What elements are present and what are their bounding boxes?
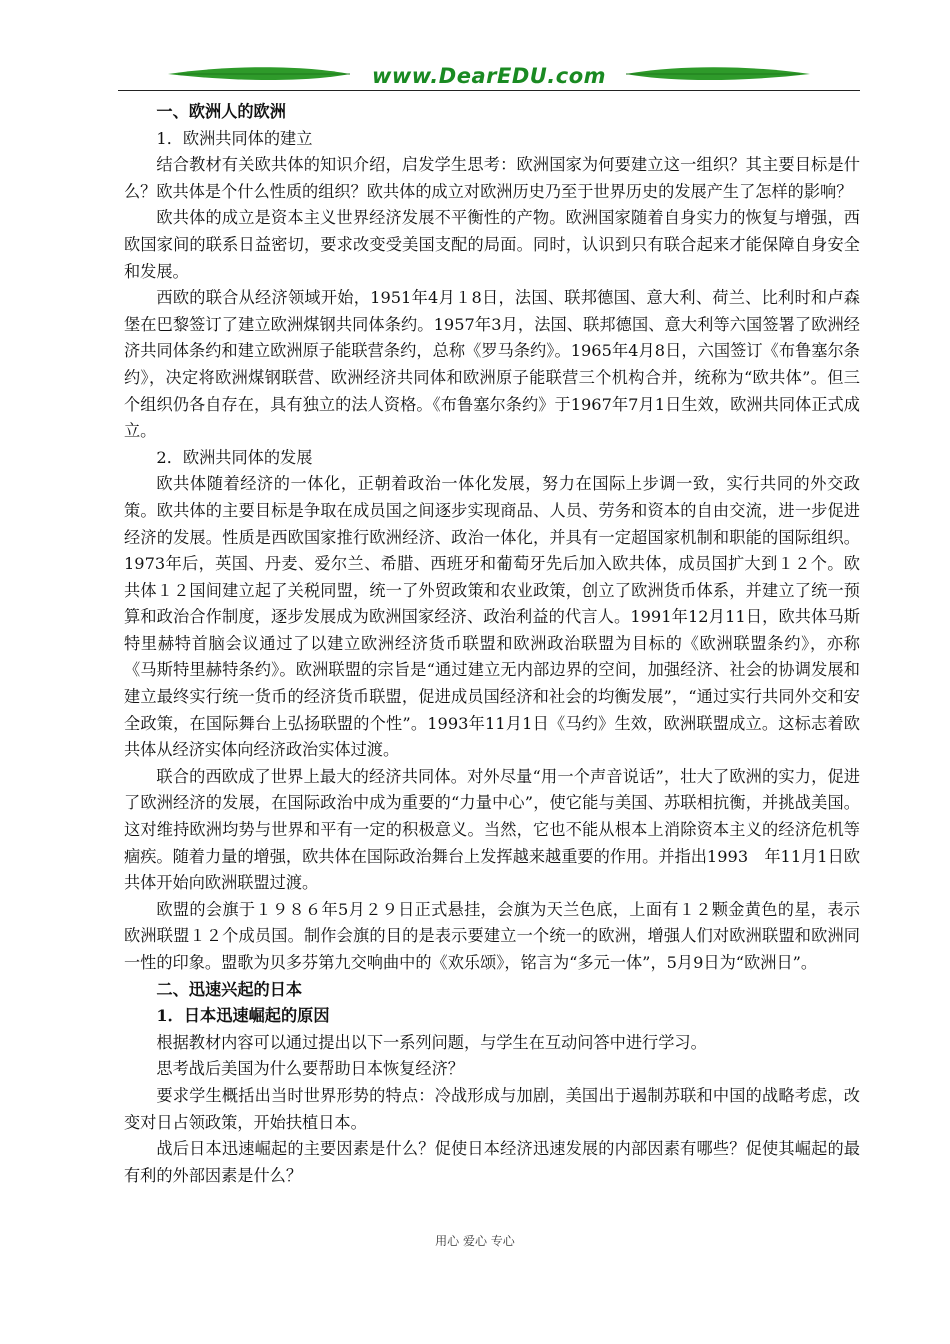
paragraph: 2．欧洲共同体的发展 xyxy=(156,447,313,467)
site-url: www.DearEDU.com xyxy=(371,64,607,88)
paragraph: 要求学生概括出当时世界形势的特点：冷战形成与加剧，美国出于遏制苏联和中国的战略考虑，改变对日占领政策，开始扶植日本。 xyxy=(124,1085,860,1132)
header-rule xyxy=(118,90,860,91)
paragraph: 战后日本迅速崛起的主要因素是什么？促使日本经济迅速发展的内部因素有哪些？促使其崛起的最有利的外部因素是什么？ xyxy=(124,1139,860,1185)
section-heading: 一、欧洲人的欧洲 xyxy=(156,102,286,121)
paragraph: 欧共体随着经济的一体化，正朝着政治一体化发展，努力在国际上步调一致，实行共同的外交政策。欧共体的主要目标是争取在成员国之间逐步实现商品、人员、劳务和资本的自由交流，进一步促进经济的发展。性质是西欧国家推行欧洲经济、政治一体化，并具有一定超国家机制和职能的国际组织。1973年后，英国、丹麦、爱尔兰、希腊、西班牙和葡萄牙先后加入欧共体，成员国扩大到１２个。欧共体１２国间建立起了关税同盟，统一了外贸政策和农业政策，创立了欧洲货币体系，并建立了统一预算和政治合作制度，逐步发展成为欧洲国家经济、政治利益的代言人。1991年12月11日，欧共体马斯特里赫特首脑会议通过了以建立欧洲经济货币联盟和欧洲政治联盟为目标的《欧洲联盟条约》，亦称《马斯特里赫特条约》。欧洲联盟的宗旨是“通过建立无内部边界的空间，加强经济、社会的协调发展和建立最终实行统一货币的经济货币联盟，促进成员国经济和社会的均衡发展”，“通过实行共同外交和安全政策，在国际舞台上弘扬联盟的个性”。1993年11月1日《马约》生效，欧洲联盟成立。这标志着欧共体从经济实体向经济政治实体过渡。 xyxy=(124,474,860,760)
paragraph: 根据教材内容可以通过提出以下一系列问题，与学生在互动问答中进行学习。 xyxy=(156,1032,707,1052)
paragraph: 结合教材有关欧共体的知识介绍，启发学生思考：欧洲国家为何要建立这一组织？其主要目标是什么？欧共体是个什么性质的组织？欧共体的成立对欧洲历史乃至于世界历史的发展产生了怎样的影响？ xyxy=(124,155,860,201)
paragraph: 欧共体的成立是资本主义世界经济发展不平衡性的产物。欧洲国家随着自身实力的恢复与增强，西欧国家间的联系日益密切，要求改变受美国支配的局面。同时，认识到只有联合起来才能保障自身安全和发展。 xyxy=(124,208,860,281)
paragraph: 欧盟的会旗于１９８６年5月２９日正式悬挂，会旗为天兰色底，上面有１２颗金黄色的星，表示欧洲联盟１２个成员国。制作会旗的目的是表示要建立一个统一的欧洲，增强人们对欧洲联盟和欧洲同一性的印象。盟歌为贝多芬第九交响曲中的《欢乐颂》，铭言为“多元一体”，5月9日为“欧洲日”。 xyxy=(124,899,860,972)
paragraph: 思考战后美国为什么要帮助日本恢复经济？ xyxy=(156,1059,464,1079)
page-footer: 用心 爱心 专心 xyxy=(435,1234,515,1248)
paragraph: 西欧的联合从经济领域开始，1951年4月１8日，法国、联邦德国、意大利、荷兰、比利时和卢森堡在巴黎签订了建立欧洲煤钢共同体条约。1957年3月，法国、联邦德国、意大利等六国签署了欧洲经济共同体条约和建立欧洲原子能联营条约，总称《罗马条约》。1965年4月8日，六国签订《布鲁塞尔条约》，决定将欧洲煤钢联营、欧洲经济共同体和欧洲原子能联营三个机构合并，统称为“欧共体”。但三个组织仍各自存在，具有独立的法人资格。《布鲁塞尔条约》于1967年7月1日生效，欧洲共同体正式成立。 xyxy=(124,288,860,441)
site-header-banner xyxy=(118,60,860,94)
section-heading: 1．日本迅速崛起的原因 xyxy=(156,1006,330,1026)
document-body xyxy=(124,99,860,1189)
paragraph: 联合的西欧成了世界上最大的经济共同体。对外尽量“用一个声音说话”，壮大了欧洲的实力，促进了欧洲经济的发展，在国际政治中成为重要的“力量中心”，使它能与美国、苏联相抗衡，并挑战美国。这对维持欧洲均势与世界和平有一定的积极意义。当然，它也不能从根本上消除资本主义的经济危机等痼疾。随着力量的增强，欧共体在国际政治舞台上发挥越来越重要的作用。并指出1993 年11月1日欧共体开始向欧洲联盟过渡。 xyxy=(124,766,860,893)
section-heading: 二、迅速兴起的日本 xyxy=(156,979,303,999)
paragraph: 1．欧洲共同体的建立 xyxy=(156,128,313,148)
